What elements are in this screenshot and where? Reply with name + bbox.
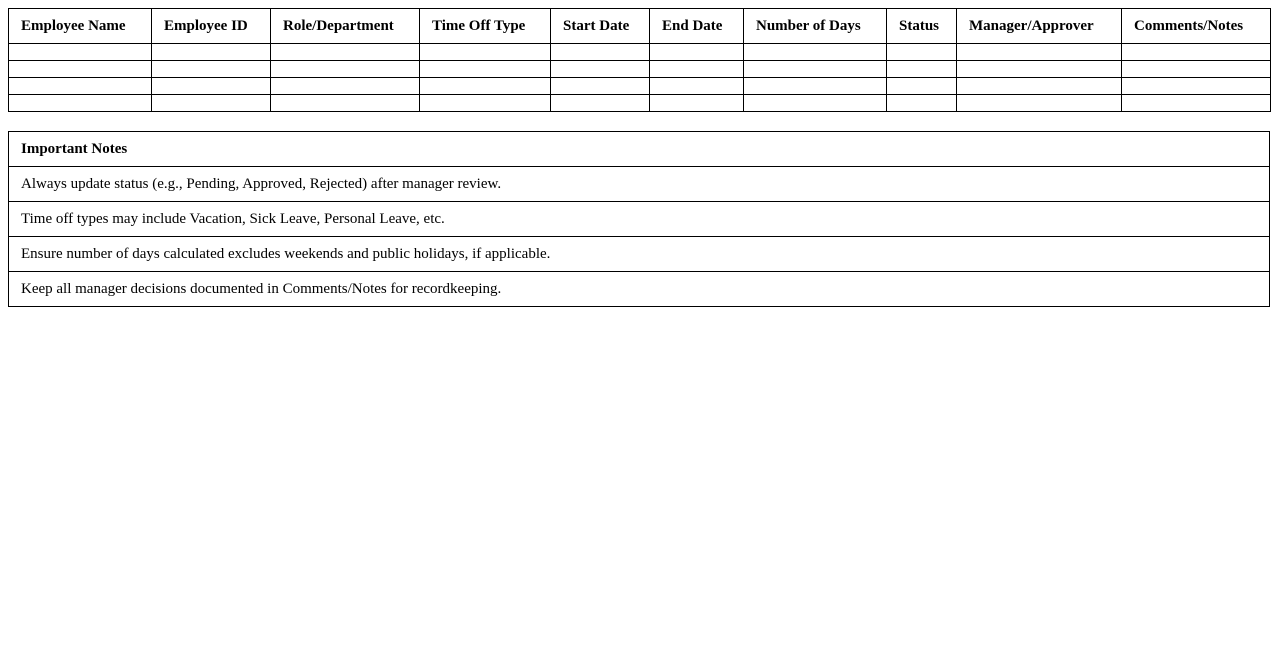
table-cell[interactable] bbox=[271, 95, 420, 112]
column-header-number-of-days: Number of Days bbox=[744, 9, 887, 44]
table-cell[interactable] bbox=[1122, 61, 1271, 78]
table-cell[interactable] bbox=[9, 78, 152, 95]
table-cell[interactable] bbox=[9, 44, 152, 61]
table-cell[interactable] bbox=[957, 95, 1122, 112]
column-header-end-date: End Date bbox=[650, 9, 744, 44]
table-cell[interactable] bbox=[1122, 78, 1271, 95]
table-cell[interactable] bbox=[551, 78, 650, 95]
table-cell[interactable] bbox=[1122, 44, 1271, 61]
note-row bbox=[9, 167, 1270, 202]
table-cell[interactable] bbox=[744, 44, 887, 61]
note-row bbox=[9, 237, 1270, 272]
table-cell[interactable] bbox=[744, 78, 887, 95]
column-header-employee-id: Employee ID bbox=[152, 9, 271, 44]
table-cell[interactable] bbox=[744, 61, 887, 78]
time-off-tracker-table bbox=[8, 8, 1271, 112]
important-notes-table bbox=[8, 131, 1270, 307]
table-row bbox=[9, 95, 1271, 112]
table-cell[interactable] bbox=[152, 78, 271, 95]
table-cell[interactable] bbox=[152, 44, 271, 61]
table-cell[interactable] bbox=[551, 44, 650, 61]
table-cell[interactable] bbox=[420, 95, 551, 112]
table-cell[interactable] bbox=[957, 61, 1122, 78]
table-cell[interactable] bbox=[420, 78, 551, 95]
column-header-status: Status bbox=[887, 9, 957, 44]
table-row bbox=[9, 44, 1271, 61]
table-cell[interactable] bbox=[887, 95, 957, 112]
notes-title-row bbox=[9, 132, 1270, 167]
table-row bbox=[9, 78, 1271, 95]
notes-title: Important Notes bbox=[9, 132, 1270, 167]
table-cell[interactable] bbox=[1122, 95, 1271, 112]
table-cell[interactable] bbox=[650, 95, 744, 112]
table-cell[interactable] bbox=[957, 44, 1122, 61]
column-header-employee-name: Employee Name bbox=[9, 9, 152, 44]
note-row bbox=[9, 272, 1270, 307]
table-cell[interactable] bbox=[650, 61, 744, 78]
table-cell[interactable] bbox=[551, 95, 650, 112]
table-cell[interactable] bbox=[9, 95, 152, 112]
table-cell[interactable] bbox=[744, 95, 887, 112]
table-cell[interactable] bbox=[271, 78, 420, 95]
table-cell[interactable] bbox=[650, 44, 744, 61]
note-row bbox=[9, 202, 1270, 237]
column-header-comments-notes: Comments/Notes bbox=[1122, 9, 1271, 44]
table-cell[interactable] bbox=[152, 95, 271, 112]
table-cell[interactable] bbox=[271, 61, 420, 78]
column-header-role-department: Role/Department bbox=[271, 9, 420, 44]
table-header-row bbox=[9, 9, 1271, 44]
note-item: Ensure number of days calculated excludes weekends and public holidays, if applicable. bbox=[9, 237, 1270, 272]
column-header-manager-approver: Manager/Approver bbox=[957, 9, 1122, 44]
column-header-time-off-type: Time Off Type bbox=[420, 9, 551, 44]
table-cell[interactable] bbox=[551, 61, 650, 78]
table-cell[interactable] bbox=[420, 61, 551, 78]
table-cell[interactable] bbox=[887, 44, 957, 61]
table-cell[interactable] bbox=[957, 78, 1122, 95]
column-header-start-date: Start Date bbox=[551, 9, 650, 44]
note-item: Time off types may include Vacation, Sick Leave, Personal Leave, etc. bbox=[9, 202, 1270, 237]
document-page bbox=[0, 0, 1278, 307]
note-item: Always update status (e.g., Pending, Approved, Rejected) after manager review. bbox=[9, 167, 1270, 202]
table-row bbox=[9, 61, 1271, 78]
table-cell[interactable] bbox=[420, 44, 551, 61]
table-cell[interactable] bbox=[271, 44, 420, 61]
note-item: Keep all manager decisions documented in Comments/Notes for recordkeeping. bbox=[9, 272, 1270, 307]
table-cell[interactable] bbox=[152, 61, 271, 78]
table-cell[interactable] bbox=[650, 78, 744, 95]
table-cell[interactable] bbox=[887, 78, 957, 95]
table-cell[interactable] bbox=[9, 61, 152, 78]
table-cell[interactable] bbox=[887, 61, 957, 78]
